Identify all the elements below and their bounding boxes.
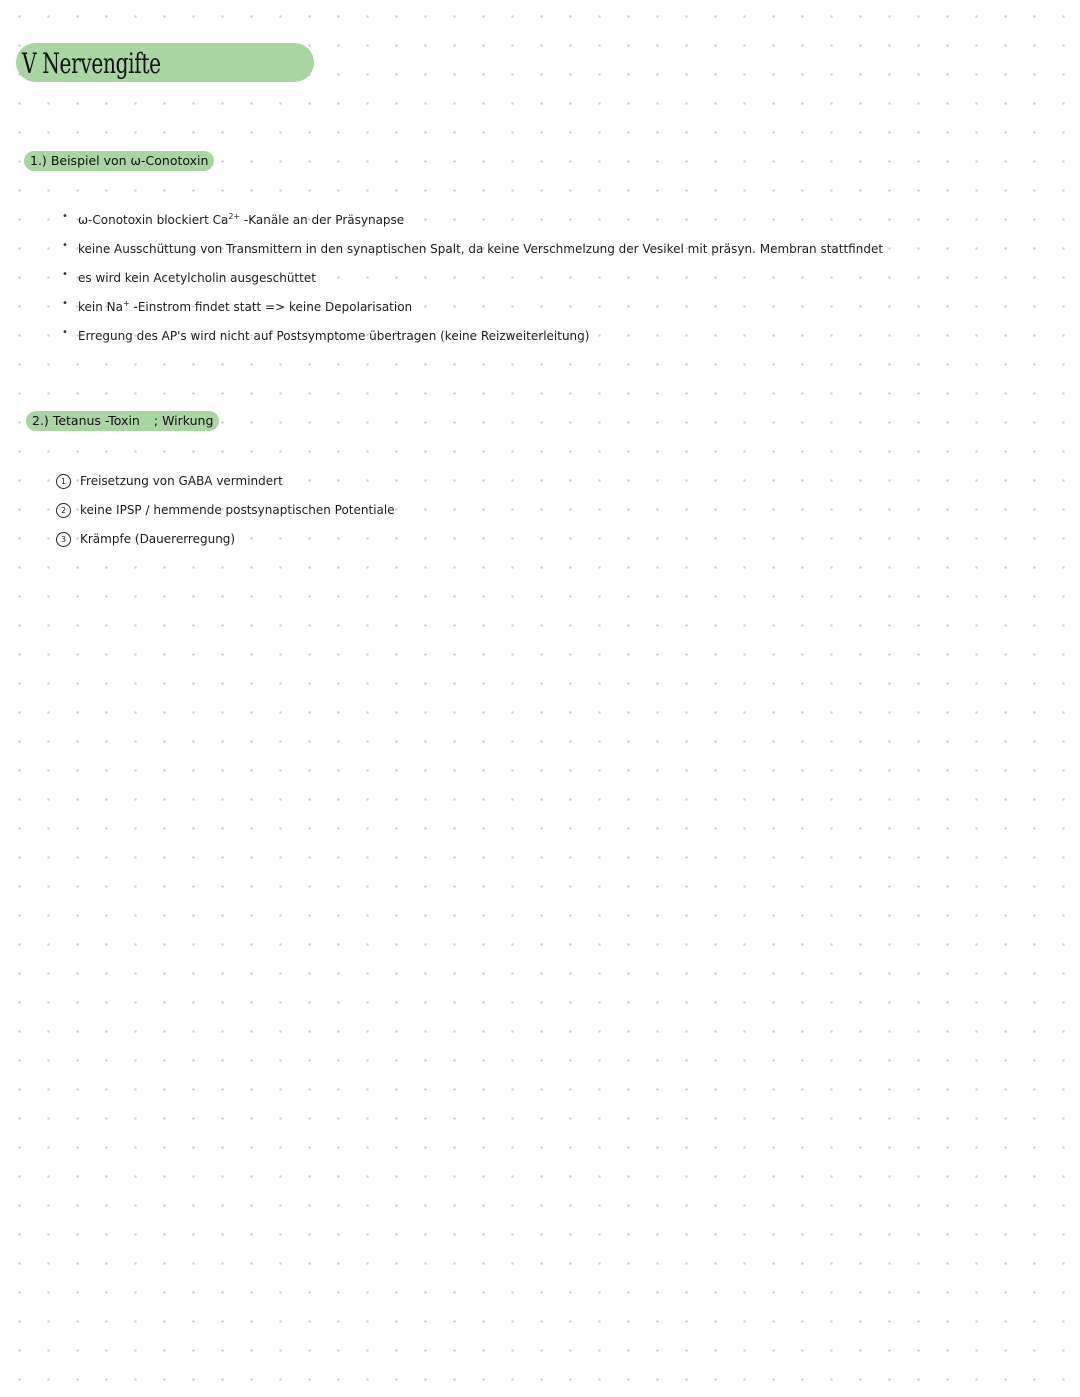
section-2-heading	[26, 411, 219, 431]
item-text: Freisetzung von GABA vermindert	[80, 474, 283, 488]
list-item	[62, 264, 883, 293]
bullet-dot-icon: •	[62, 240, 68, 251]
bullet-text: ω-Conotoxin blockiert Ca	[78, 213, 229, 227]
bullet-text-continued: -Einstrom findet statt => keine Depolarisation	[129, 300, 413, 314]
bullet-dot-icon: •	[62, 211, 68, 222]
page-title: V Nervengifte	[22, 47, 161, 80]
list-item	[56, 467, 395, 496]
circled-number-icon: 3	[56, 532, 71, 547]
section-2-number: 2.)	[32, 413, 49, 428]
bullet-superscript: 2+	[228, 212, 241, 221]
section-1-bullet-list	[62, 206, 883, 351]
list-item	[56, 496, 395, 525]
item-text: keine IPSP / hemmende postsynaptischen Potentiale	[80, 503, 395, 517]
section-2-numbered-list	[56, 467, 395, 554]
section-1-number: 1.)	[30, 153, 47, 168]
bullet-dot-icon: •	[62, 269, 68, 280]
section-2-title: Tetanus -Toxin	[52, 413, 140, 428]
list-item	[62, 293, 883, 322]
bullet-dot-icon: •	[62, 327, 68, 338]
list-item	[62, 206, 883, 235]
item-text: Krämpfe (Dauererregung)	[80, 532, 236, 546]
circled-number-icon: 1	[56, 474, 71, 489]
bullet-text: keine Ausschüttung von Transmittern in den synaptischen Spalt, da keine Verschmelzung der Vesikel mit präsyn. Membran stattfindet	[78, 242, 884, 256]
section-1-title: Beispiel von ω-Conotoxin	[50, 153, 209, 168]
bullet-text: kein Na	[78, 300, 123, 314]
section-1-heading	[24, 151, 214, 171]
list-item	[62, 235, 883, 264]
list-item	[56, 525, 395, 554]
bullet-text-continued: -Kanäle an der Präsynapse	[240, 213, 405, 227]
section-2-subtitle: Wirkung	[162, 413, 214, 428]
section-2-separator: ;	[153, 413, 159, 428]
bullet-superscript: +	[123, 299, 130, 308]
circled-number-icon: 2	[56, 503, 71, 518]
list-item	[62, 322, 883, 351]
bullet-dot-icon: •	[62, 298, 68, 309]
bullet-text: es wird kein Acetylcholin ausgeschüttet	[78, 271, 316, 285]
bullet-text: Erregung des AP's wird nicht auf Postsymptome übertragen (keine Reizweiterleitung)	[78, 329, 590, 343]
